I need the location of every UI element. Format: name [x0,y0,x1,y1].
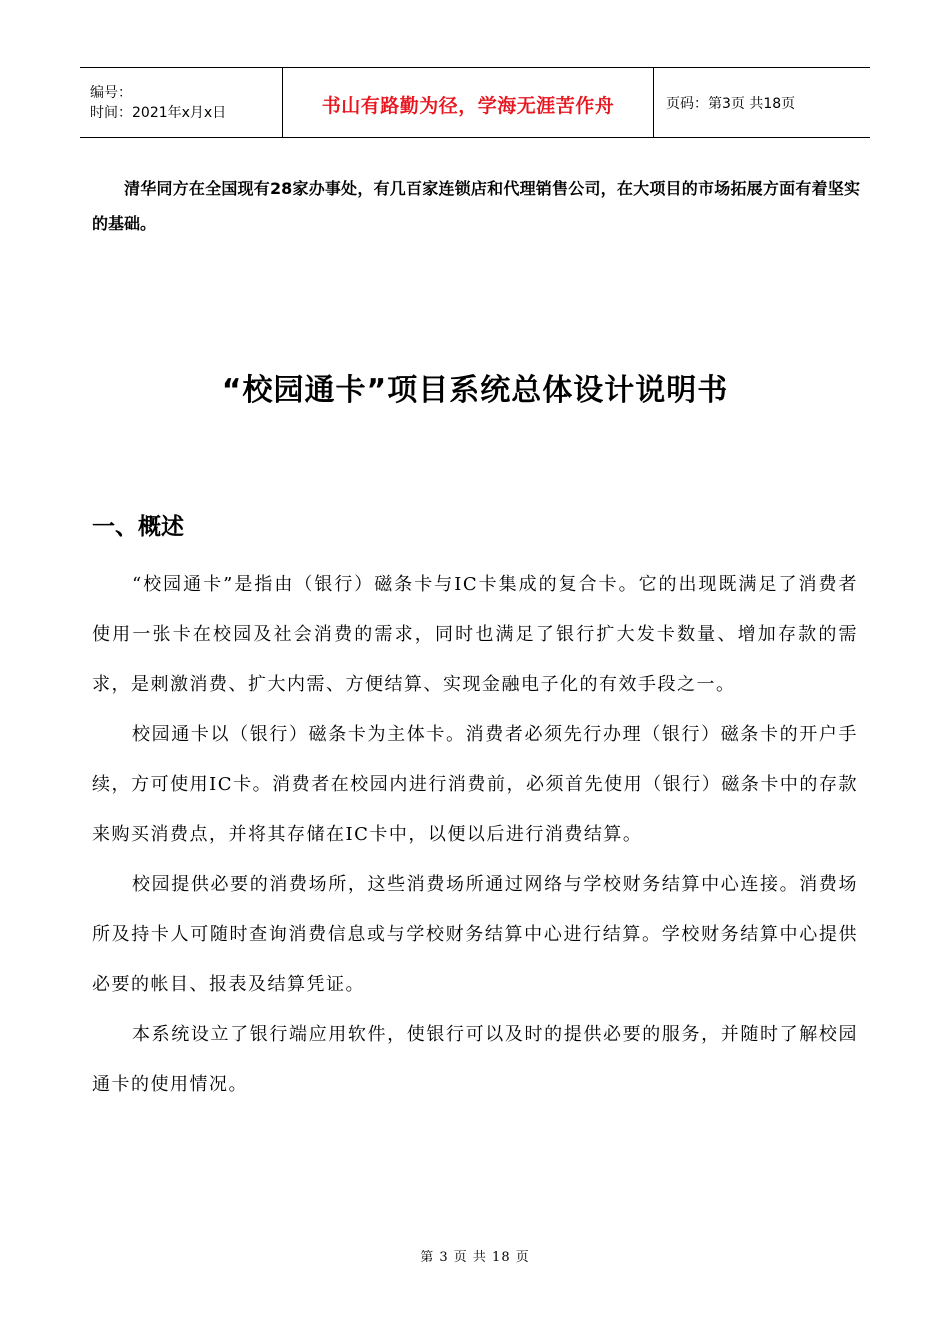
body-paragraph: 校园提供必要的消费场所，这些消费场所通过网络与学校财务结算中心连接。消费场所及持卡人可随时查询消费信息或与学校财务结算中心进行结算。学校财务结算中心提供必要的帐目、报表及结算凭证。 [92,874,858,995]
document-number-label: 编号： [90,84,132,101]
body-paragraph: 校园通卡以（银行）磁条卡为主体卡。消费者必须先行办理（银行）磁条卡的开户手续，方可使用IC卡。消费者在校园内进行消费前，必须首先使用（银行）磁条卡中的存款来购买消费点，并将其存储在IC卡中，以便以后进行消费结算。 [92,724,858,845]
header-motto: 书山有路勤为径，学海无涯苦作舟 [321,95,615,117]
header-page-info-cell [654,68,870,137]
page-header [80,67,870,138]
document-date-label: 时间：2021年x月x日 [90,104,227,121]
header-motto-cell [282,68,654,137]
intro-paragraph: 清华同方在全国现有28家办事处，有几百家连锁店和代理销售公司，在大项目的市场拓展方面有着坚实的基础。 [92,179,860,233]
body-paragraph: “校园通卡”是指由（银行）磁条卡与IC卡集成的复合卡。它的出现既满足了消费者使用一张卡在校园及社会消费的需求，同时也满足了银行扩大发卡数量、增加存款的需求，是刺激消费、扩大内需、方便结算、实现金融电子化的有效手段之一。 [92,574,858,695]
section-heading: 一、概述 [92,514,184,540]
body-paragraph: 本系统设立了银行端应用软件，使银行可以及时的提供必要的服务，并随时了解校园通卡的使用情况。 [92,1024,858,1095]
section-body [92,560,858,1110]
page-footer: 第 3 页 共 18 页 [420,1250,530,1265]
document-title: “校园通卡”项目系统总体设计说明书 [221,373,729,408]
header-page-info: 页码：第3页 共18页 [666,95,796,112]
header-meta [80,68,282,137]
